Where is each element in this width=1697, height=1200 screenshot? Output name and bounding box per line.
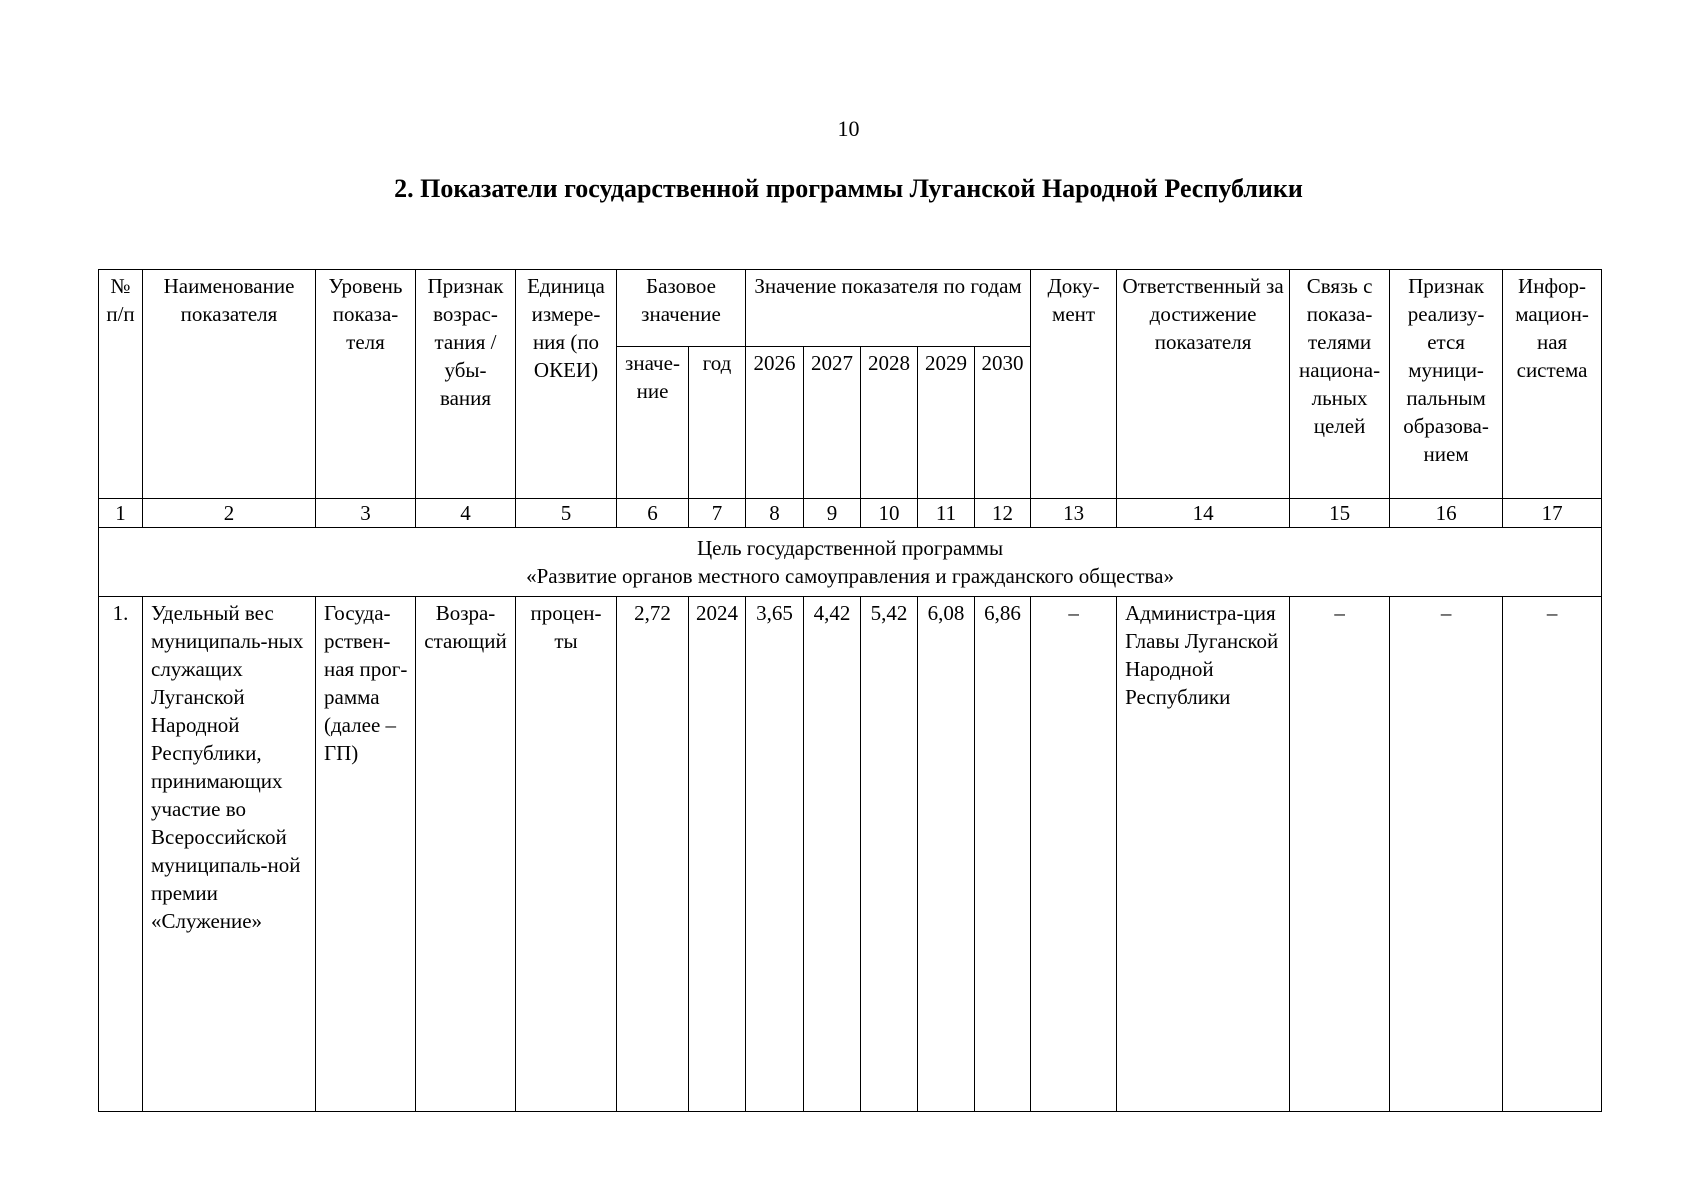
- row-base-year: 2024: [689, 597, 746, 1112]
- column-number: 7: [689, 499, 746, 528]
- row-link: –: [1290, 597, 1390, 1112]
- column-number-row: [99, 499, 1602, 528]
- row-value-2029: 6,08: [918, 597, 975, 1112]
- row-value-2028: 5,42: [861, 597, 918, 1112]
- column-number: 16: [1390, 499, 1503, 528]
- header-document: Доку-мент: [1031, 270, 1117, 499]
- row-infosystem: –: [1503, 597, 1602, 1112]
- header-year-2029: 2029: [918, 347, 975, 499]
- row-num: 1.: [99, 597, 143, 1112]
- header-responsible: Ответственный за достижение показателя: [1117, 270, 1290, 499]
- header-base-value: значе-ние: [617, 347, 689, 499]
- column-number: 11: [918, 499, 975, 528]
- column-number: 4: [416, 499, 516, 528]
- header-year-2030: 2030: [975, 347, 1031, 499]
- row-document: –: [1031, 597, 1117, 1112]
- column-number: 12: [975, 499, 1031, 528]
- document-title: 2. Показатели государственной программы Луганской Народной Республики: [394, 174, 1303, 203]
- column-number: 13: [1031, 499, 1117, 528]
- row-value-2027: 4,42: [804, 597, 861, 1112]
- header-infosystem: Инфор-мацион-ная система: [1503, 270, 1602, 499]
- header-year-2026: 2026: [746, 347, 804, 499]
- column-number: 1: [99, 499, 143, 528]
- page-number: 10: [837, 116, 860, 141]
- header-row: [99, 270, 1602, 347]
- column-number: 2: [143, 499, 316, 528]
- column-number: 17: [1503, 499, 1602, 528]
- header-level: Уровень показа-теля: [316, 270, 416, 499]
- row-level: Госуда-рствен-ная прог-рамма (далее – ГП): [316, 597, 416, 1112]
- header-municipal: Признак реализу-ется муници-пальным образова-нием: [1390, 270, 1503, 499]
- header-base-year: год: [689, 347, 746, 499]
- goal-cell: [99, 528, 1602, 597]
- column-number: 9: [804, 499, 861, 528]
- indicators-table: [98, 269, 1602, 1112]
- row-responsible: Администра-ция Главы Луганской Народной Республики: [1117, 597, 1290, 1112]
- header-by-years: Значение показателя по годам: [746, 270, 1031, 347]
- goal-heading: Цель государственной программы: [696, 536, 1004, 560]
- header-trend: Признак возрас-тания / убы-вания: [416, 270, 516, 499]
- column-number: 14: [1117, 499, 1290, 528]
- row-value-2026: 3,65: [746, 597, 804, 1112]
- header-name: Наименование показателя: [143, 270, 316, 499]
- column-number: 15: [1290, 499, 1390, 528]
- table-row: [99, 597, 1602, 1112]
- goal-text: «Развитие органов местного самоуправления и гражданского общества»: [526, 564, 1174, 588]
- header-link: Связь с показа-телями национа-льных целей: [1290, 270, 1390, 499]
- header-year-2027: 2027: [804, 347, 861, 499]
- row-unit: процен-ты: [516, 597, 617, 1112]
- row-municipal: –: [1390, 597, 1503, 1112]
- goal-row: [99, 528, 1602, 597]
- row-value-2030: 6,86: [975, 597, 1031, 1112]
- column-number: 5: [516, 499, 617, 528]
- column-number: 10: [861, 499, 918, 528]
- header-year-2028: 2028: [861, 347, 918, 499]
- column-number: 8: [746, 499, 804, 528]
- row-name: Удельный вес муниципаль-ных служащих Луганской Народной Республики, принимающих участие во Всероссийской муниципаль-ной премии «Служение»: [143, 597, 316, 1112]
- header-base: Базовое значение: [617, 270, 746, 347]
- row-base-value: 2,72: [617, 597, 689, 1112]
- column-number: 3: [316, 499, 416, 528]
- column-number: 6: [617, 499, 689, 528]
- header-num: № п/п: [99, 270, 143, 499]
- row-trend: Возра-стающий: [416, 597, 516, 1112]
- header-unit: Единица измере-ния (по ОКЕИ): [516, 270, 617, 499]
